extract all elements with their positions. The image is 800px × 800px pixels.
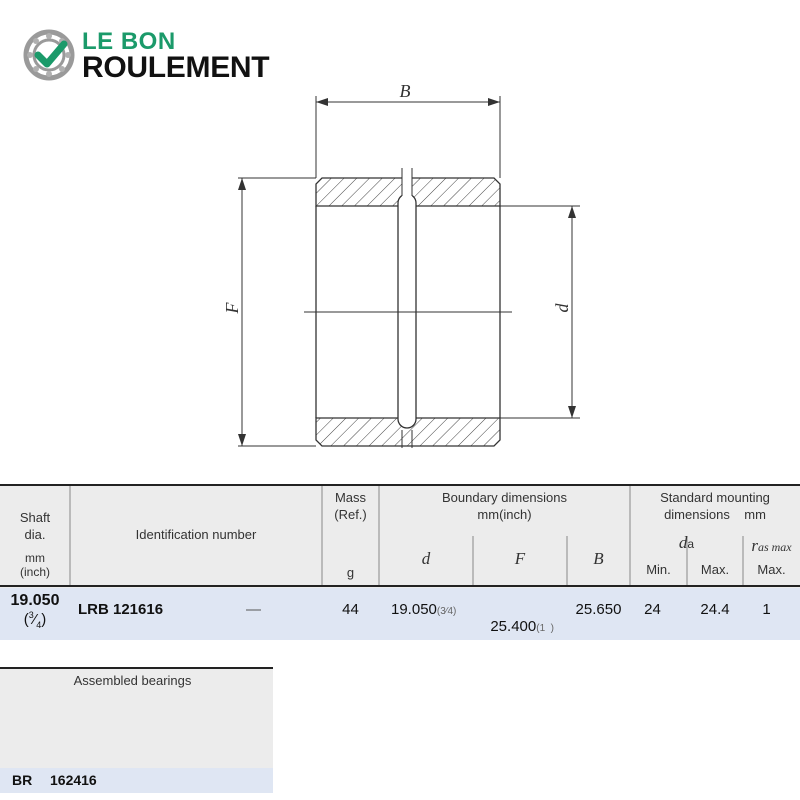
assembled-number: 162416: [50, 772, 97, 788]
header-shaft-l2: dia.: [24, 527, 46, 542]
header-shaft-unit1: mm: [25, 551, 45, 565]
header-da: da: [678, 533, 695, 552]
label-B: B: [399, 81, 411, 101]
header-mass-l2: (Ref.): [334, 507, 367, 522]
cell-ident: LRB 121616: [78, 601, 164, 618]
cell-d: 19.050(3⁄4): [391, 601, 457, 618]
header-mount-l1: Standard mounting: [660, 490, 770, 505]
brand-line1: LE BON: [82, 28, 176, 55]
header-col-B: B: [593, 549, 604, 568]
header-mass-l1: Mass: [334, 490, 367, 505]
assembled-bearings-panel: [0, 667, 273, 769]
cell-mass: 44: [342, 601, 359, 618]
cell-shaft-inch: $(^3⁄_4)$: [23, 610, 47, 630]
header-min: Min.: [646, 562, 671, 577]
header-shaft-unit2: (inch): [19, 565, 50, 579]
assembled-prefix: BR: [12, 772, 33, 788]
cell-da-min: 24: [644, 601, 661, 618]
header-max: Max.: [700, 562, 730, 577]
cell-B: 25.650: [575, 601, 622, 618]
cell-ident2: —: [246, 601, 261, 618]
header-col-F: F: [514, 549, 526, 568]
brand-line2: ROULEMENT: [82, 51, 270, 84]
header-col-d: d: [421, 549, 431, 568]
cell-shaft-mm: 19.050: [10, 592, 60, 609]
label-d: d: [552, 303, 572, 313]
header-boundary-l1: Boundary dimensions: [441, 490, 568, 505]
assembled-title: Assembled bearings: [73, 673, 192, 688]
cell-ras-max: 1: [762, 601, 771, 618]
header-mount-l2: dimensions mm: [664, 507, 766, 522]
header-mass-unit: g: [346, 565, 355, 580]
header-boundary-l2: mm(inch): [477, 507, 532, 522]
header-ras: ras max: [751, 536, 792, 555]
cell-F: 25.400(1 ): [490, 618, 555, 635]
header-shaft-l1: Shaft: [19, 510, 51, 525]
cell-da-max: 24.4: [700, 601, 730, 618]
label-F: F: [222, 302, 242, 314]
oil-groove: [398, 194, 416, 428]
header-ident: Identification number: [135, 527, 257, 542]
assembled-row: [0, 768, 273, 793]
header-max2: Max.: [757, 562, 786, 577]
